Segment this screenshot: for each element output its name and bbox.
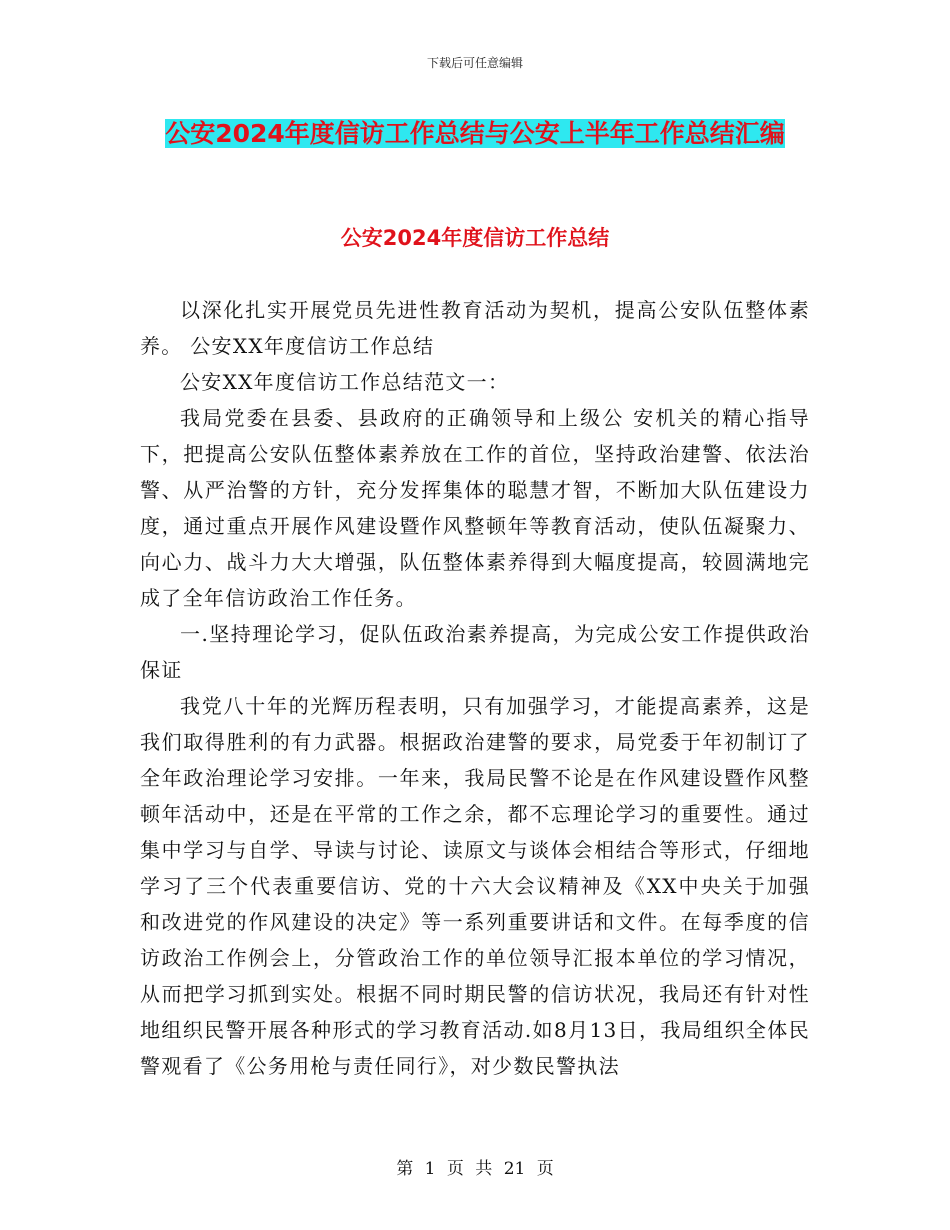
document-title: [140, 112, 810, 156]
body-paragraph: 我党八十年的光辉历程表明，只有加强学习，才能提高素养，这是我们取得胜利的有力武器。根据政治建警的要求，局党委于年初制订了全年政治理论学习安排。一年来，我局民警不论是在作风建设暨作风整顿年活动中，还是在平常的工作之余，都不忘理论学习的重要性。通过集中学习与自学、导读与讨论、读原文与谈体会相结合等形式，仔细地学习了三个代表重要信访、党的十六大会议精神及《XX中央关于加强和改进党的作风建设的决定》等一系列重要讲话和文件。在每季度的信访政治工作例会上，分管政治工作的单位领导汇报本单位的学习情况，从而把学习抓到实处。根据不同时期民警的信访状况，我局还有针对性地组织民警开展各种形式的学习教育活动.如8月13日，我局组织全体民警观看了《公务用枪与责任同行》，对少数民警执法: [140, 694, 810, 1078]
section-title: 公安2024年度信访工作总结: [340, 226, 610, 250]
page-footer: 第 1 页 共 21 页: [396, 1159, 554, 1179]
page-header-note: 下载后可任意编辑: [426, 56, 523, 70]
document-body: [140, 292, 810, 1084]
body-paragraph: 公安XX年度信访工作总结范文一：: [180, 370, 510, 394]
body-paragraph: 我局党委在县委、县政府的正确领导和上级公 安机关的精心指导下，把提高公安队伍整体素养放在工作的首位，坚持政治建警、依法治警、从严治警的方针，充分发挥集体的聪慧才智，不断加大队伍建设力度，通过重点开展作风建设暨作风整顿年等教育活动，使队伍凝聚力、向心力、战斗力大大增强，队伍整体素养得到大幅度提高，较圆满地完成了全年信访政治工作任务。: [140, 406, 810, 610]
body-paragraph: 以深化扎实开展党员先进性教育活动为契机，提高公安队伍整体素养。 公安XX年度信访工作总结: [140, 298, 810, 358]
body-paragraph: 一.坚持理论学习，促队伍政治素养提高，为完成公安工作提供政治保证: [140, 622, 810, 682]
document-title-text: 公安2024年度信访工作总结与公安上半年工作总结汇编: [165, 119, 785, 148]
